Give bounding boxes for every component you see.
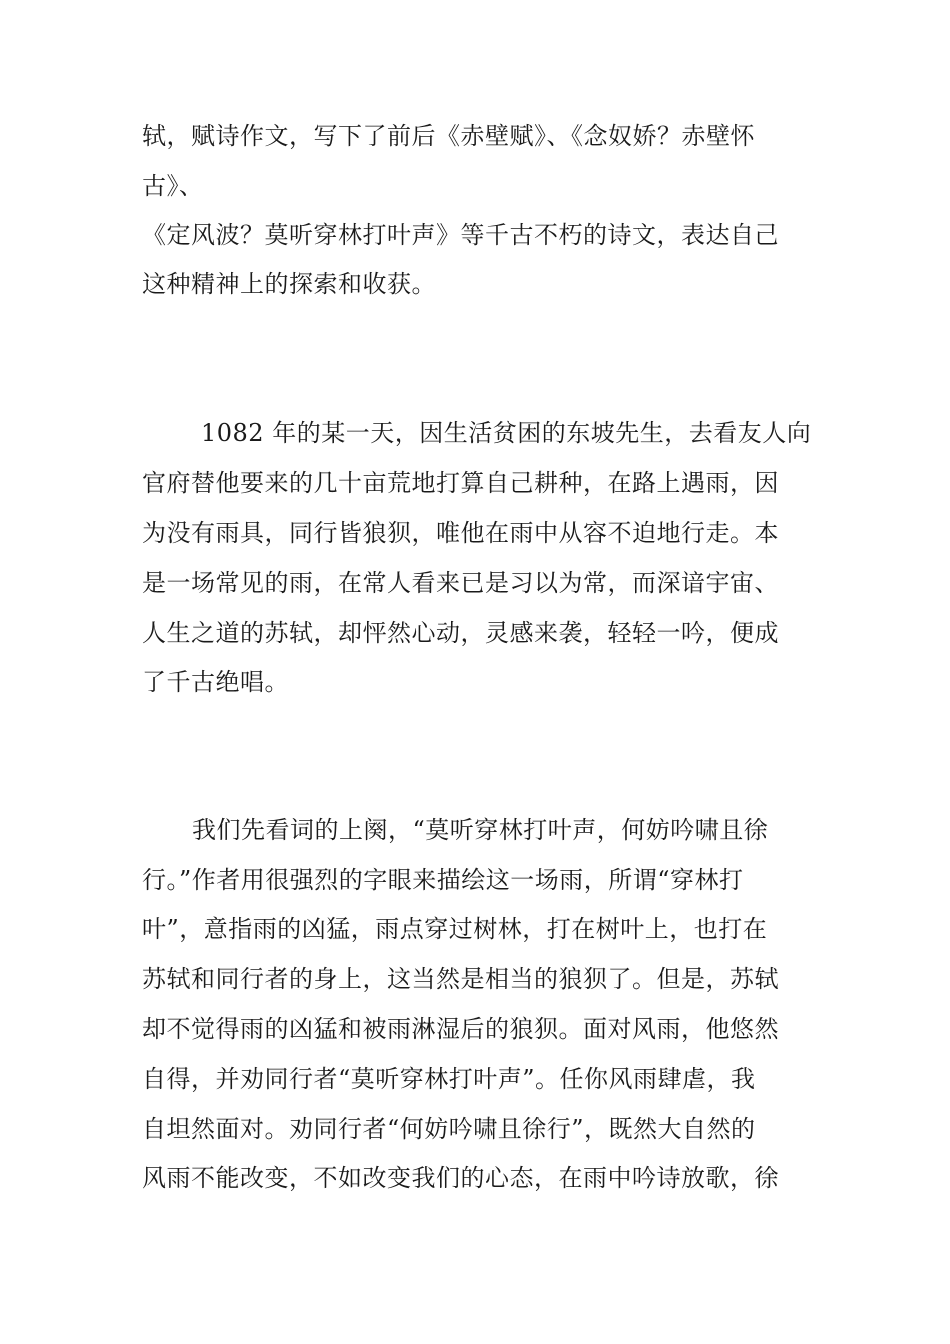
paragraph-2-line-2: 官府替他要来的几十亩荒地打算自己耕种，在路上遇雨，因 [142, 469, 779, 497]
paragraph-3-line-3: 叶”，意指雨的凶猛，雨点穿过树林，打在树叶上，也打在 [142, 915, 768, 943]
paragraph-2-line-4: 是一场常见的雨，在常人看来已是习以为常，而深谙宇宙、 [142, 569, 779, 597]
paragraph-3-line-8: 风雨不能改变，不如改变我们的心态，在雨中吟诗放歌，徐 [142, 1164, 779, 1192]
paragraph-1-line-4: 这种精神上的探索和收获。 [142, 270, 436, 298]
paragraph-1-line-1: 轼，赋诗作文，写下了前后《赤壁赋》、《念奴娇？赤壁怀 [142, 122, 755, 150]
paragraph-2-line-3: 为没有雨具，同行皆狼狈，唯他在雨中从容不迫地行走。本 [142, 519, 779, 547]
paragraph-2-line-5: 人生之道的苏轼，却怦然心动，灵感来袭，轻轻一吟，便成 [142, 619, 779, 647]
paragraph-3-line-4: 苏轼和同行者的身上，这当然是相当的狼狈了。但是，苏轼 [142, 965, 779, 993]
paragraph-2-line-1: 1082 年的某一天，因生活贫困的东坡先生，去看友人向 [201, 419, 812, 447]
paragraph-3-line-5: 却不觉得雨的凶猛和被雨淋湿后的狼狈。面对风雨，他悠然 [142, 1015, 779, 1043]
paragraph-3-line-1: 我们先看词的上阕，“莫听穿林打叶声，何妨吟啸且徐 [192, 816, 769, 844]
paragraph-1-line-2: 古》、 [142, 172, 204, 200]
paragraph-3-line-7: 自坦然面对。劝同行者“何妨吟啸且徐行”，既然大自然的 [142, 1115, 756, 1143]
paragraph-1-line-3: 《定风波？莫听穿林打叶声》等千古不朽的诗文，表达自己 [142, 221, 779, 249]
paragraph-3-line-6: 自得，并劝同行者“莫听穿林打叶声”。任你风雨肆虐，我 [142, 1065, 756, 1093]
paragraph-2-line-6: 了千古绝唱。 [142, 668, 289, 696]
paragraph-3-line-2: 行。”作者用很强烈的字眼来描绘这一场雨，所谓“穿林打 [142, 866, 744, 894]
